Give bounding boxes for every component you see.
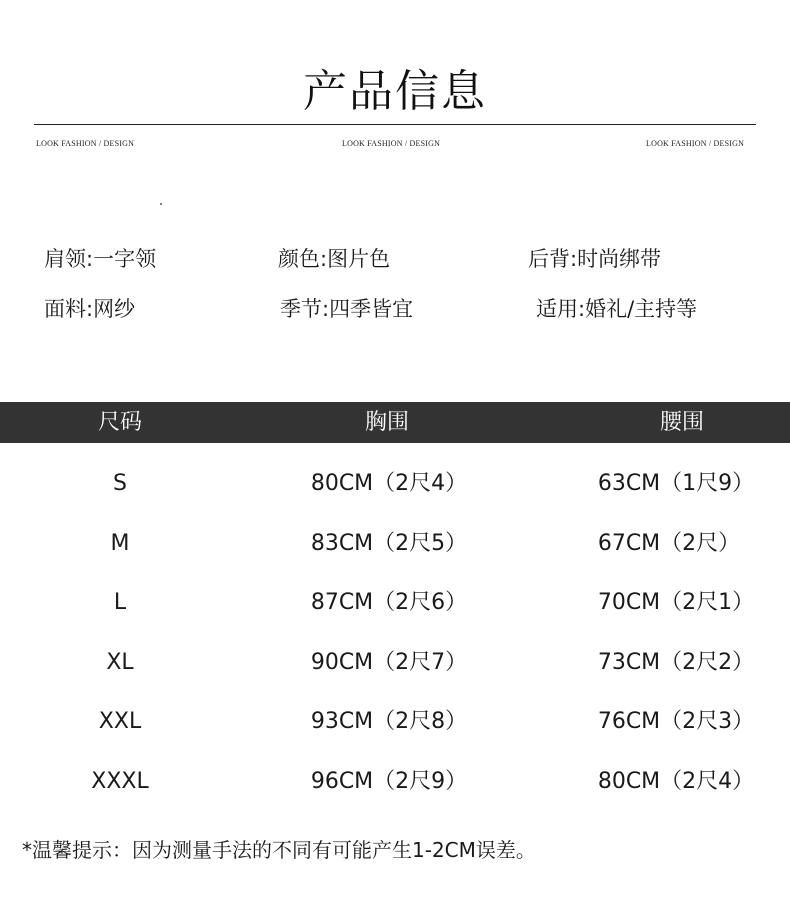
spec-collar: 肩领:一字领 [44,247,157,271]
spec-back: 后背:时尚绑带 [528,247,662,271]
cell-waist: 80CM（2尺4） [597,769,755,794]
size-table-header [0,402,790,443]
page-title: 产品信息 [303,66,487,117]
tagline-center: LOOK FASHION / DESIGN [342,139,441,148]
cell-bust: 83CM（2尺5） [310,531,468,556]
decorative-dot [160,203,162,205]
table-row [0,643,790,683]
cell-size: XXL [98,709,142,734]
spec-fabric: 面料:网纱 [44,297,136,321]
table-row [0,762,790,802]
cell-bust: 80CM（2尺4） [310,471,468,496]
tagline-right: LOOK FASHION / DESIGN [646,139,745,148]
spec-color: 颜色:图片色 [278,247,391,271]
header-waist: 腰围 [659,410,704,435]
cell-waist: 63CM（1尺9） [597,471,755,496]
measurement-note: *温馨提示：因为测量手法的不同有可能产生1-2CM误差。 [22,838,536,862]
cell-size: XXXL [91,769,149,794]
cell-bust: 87CM（2尺6） [310,590,468,615]
cell-bust: 93CM（2尺8） [310,709,468,734]
spec-usage: 适用:婚礼/主持等 [536,297,698,321]
tagline-left: LOOK FASHION / DESIGN [36,139,135,148]
table-row [0,524,790,564]
cell-waist: 73CM（2尺2） [597,650,755,675]
spec-season: 季节:四季皆宜 [280,297,414,321]
title-divider [34,124,756,125]
table-row [0,583,790,623]
cell-bust: 96CM（2尺9） [310,769,468,794]
cell-size: S [113,471,127,496]
cell-waist: 76CM（2尺3） [597,709,755,734]
header-size: 尺码 [97,410,142,435]
cell-waist: 70CM（2尺1） [597,590,755,615]
header-bust: 胸围 [364,410,409,435]
cell-waist: 67CM（2尺） [597,531,741,556]
cell-bust: 90CM（2尺7） [310,650,468,675]
cell-size: XL [106,650,134,675]
table-row [0,702,790,742]
cell-size: L [113,590,127,615]
table-row [0,464,790,504]
cell-size: M [110,531,130,556]
